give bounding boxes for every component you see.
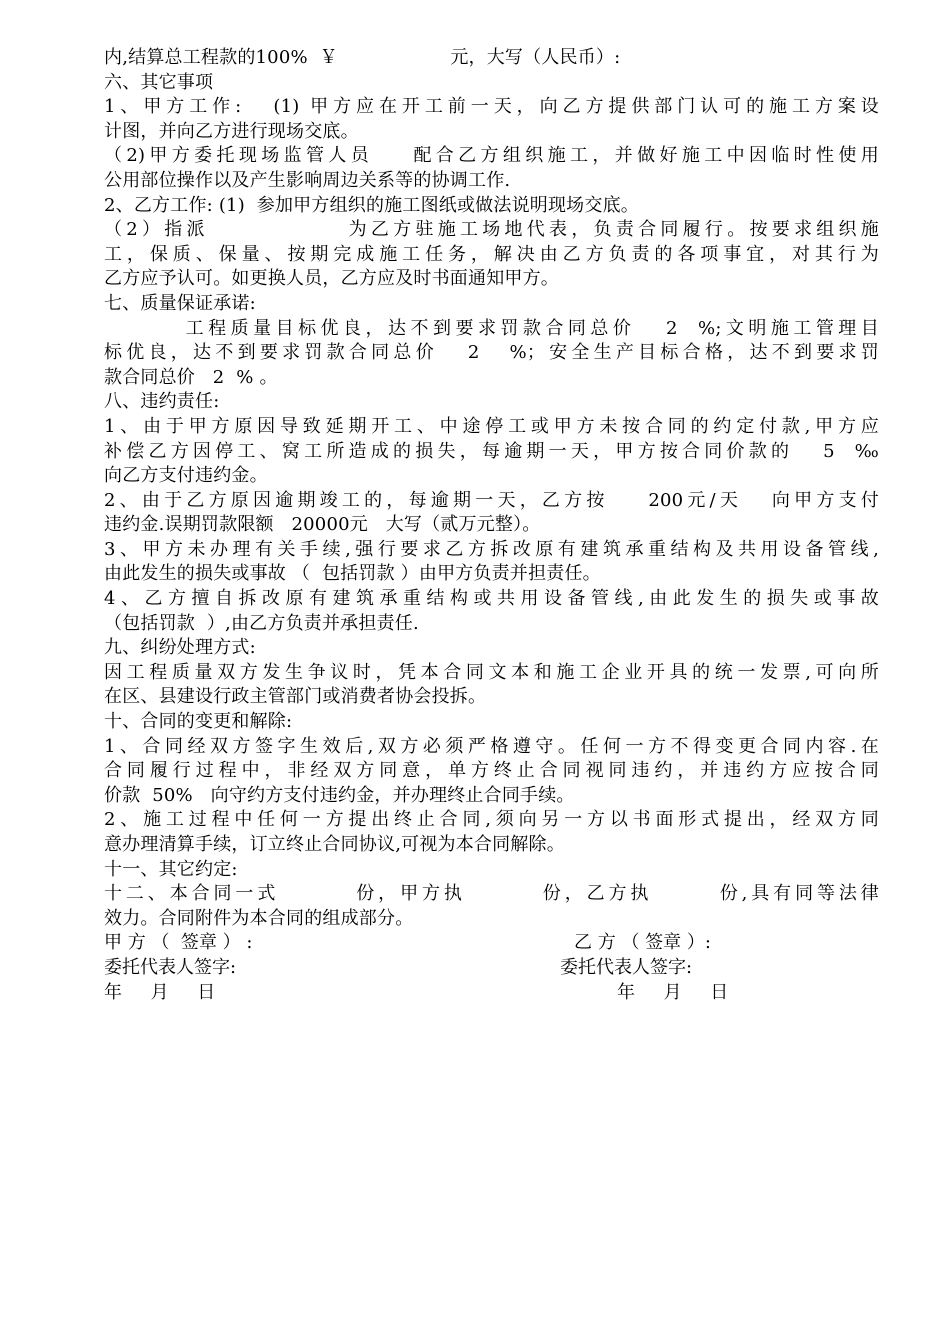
section-heading: 七、质量保证承诺: [104, 292, 256, 314]
text-line: 乙方应予认可。如更换人员，乙方应及时书面通知甲方。 [104, 268, 559, 290]
text-line: （2)甲方委托现场监管人员 配合乙方组织施工，并做好施工中因临时性使用 [104, 145, 879, 167]
text-line: 4、乙方擅自拆改原有建筑承重结构或共用设备管线,由此发生的损失或事故 [104, 588, 879, 610]
party-a-seal-label: 甲 方 （ 签章 ） : [104, 932, 253, 954]
text-line: 价款 50% 向守约方支付违约金，并办理终止合同手续。 [104, 784, 575, 806]
text-line: 款合同总价 2 % 。 [104, 366, 278, 388]
text-line: 在区、县建设行政主管部门或消费者协会投拆。 [104, 686, 487, 708]
signature-row [104, 931, 879, 956]
text-line: 由此发生的损失或事故 （ 包括罚款 ）由甲方负责并担责任。 [104, 563, 601, 585]
text-line: 1、甲方工作: (1) 甲方应在开工前一天，向乙方提供部门认可的施工方案设 [104, 96, 879, 118]
party-b-agent-label: 委托代表人签字: [560, 956, 693, 978]
section-heading: 八、违约责任: [104, 391, 220, 413]
date-row [104, 981, 879, 1006]
agent-row [104, 956, 879, 981]
text-line: （2）指派 为乙方驻施工场地代表，负责合同履行。按要求组织施 [104, 219, 879, 241]
section-heading: 九、纠纷处理方式: [104, 637, 256, 659]
text-line: 标优良，达不到要求罚款合同总价 2 %；安全生产目标合格，达不到要求罚 [104, 342, 879, 364]
text-line: 效力。合同附件为本合同的组成部分。 [104, 907, 414, 929]
text-line: 公用部位操作以及产生影响周边关系等的协调工作. [104, 169, 511, 191]
contract-page [104, 46, 879, 1005]
party-a-agent-label: 委托代表人签字: [104, 956, 237, 978]
text-line: 计图，并向乙方进行现场交底。 [104, 120, 359, 142]
text-line: 意办理清算手续，订立终止合同协议,可视为本合同解除。 [104, 834, 565, 855]
text-line: 1、合同经双方签字生效后,双方必须严格遵守。任何一方不得变更合同内容.在 [104, 735, 879, 757]
party-b-date: 年 月 日 [617, 981, 729, 1003]
text-line: 工，保质、保量、按期完成施工任务，解决由乙方负责的各项事宜，对其行为 [104, 243, 879, 265]
party-a-date: 年 月 日 [104, 981, 216, 1003]
text-line: 2、由于乙方原因逾期竣工的，每逾期一天，乙方按 200元/天 向甲方支付 [104, 489, 879, 511]
text-line: 向乙方支付违约金。 [104, 465, 268, 487]
text-line: 补偿乙方因停工、窝工所造成的损失，每逾期一天，甲方按合同价款的 5 ‰ [104, 440, 879, 462]
party-b-seal-label: 乙 方 （ 签章 ）: [574, 932, 711, 954]
text-line: 工程质量目标优良，达不到要求罚款合同总价 2 %;文明施工管理目 [104, 317, 879, 339]
text-line: 2、施工过程中任何一方提出终止合同,须向另一方以书面形式提出，经双方同 [104, 809, 879, 831]
text-line: 3、甲方未办理有关手续,强行要求乙方拆改原有建筑承重结构及共用设备管线, [104, 538, 879, 560]
text-line: 违约金.误期罚款限额 20000元 大写（贰万元整）。 [104, 514, 541, 536]
text-line: 内,结算总工程款的100% ￥ 元，大写（人民币）: [104, 47, 621, 68]
text-line: 因工程质量双方发生争议时，凭本合同文本和施工企业开具的统一发票,可向所 [104, 661, 879, 683]
section-heading: 十一、其它约定: [104, 858, 238, 880]
text-line: （包括罚款 ）,由乙方负责并承担责任. [104, 612, 419, 634]
text-line: 2、乙方工作: (1) 参加甲方组织的施工图纸或做法说明现场交底。 [104, 194, 639, 216]
text-line: 1、由于甲方原因导致延期开工、中途停工或甲方未按合同的约定付款,甲方应 [104, 415, 879, 437]
section-heading: 十、合同的变更和解除: [104, 711, 293, 733]
text-line: 合同履行过程中，非经双方同意，单方终止合同视同违约，并违约方应按合同 [104, 760, 879, 782]
section-heading: 六、其它事项 [104, 71, 214, 93]
text-line: 十二、本合同一式 份，甲方执 份，乙方执 份,具有同等法律 [104, 883, 879, 905]
